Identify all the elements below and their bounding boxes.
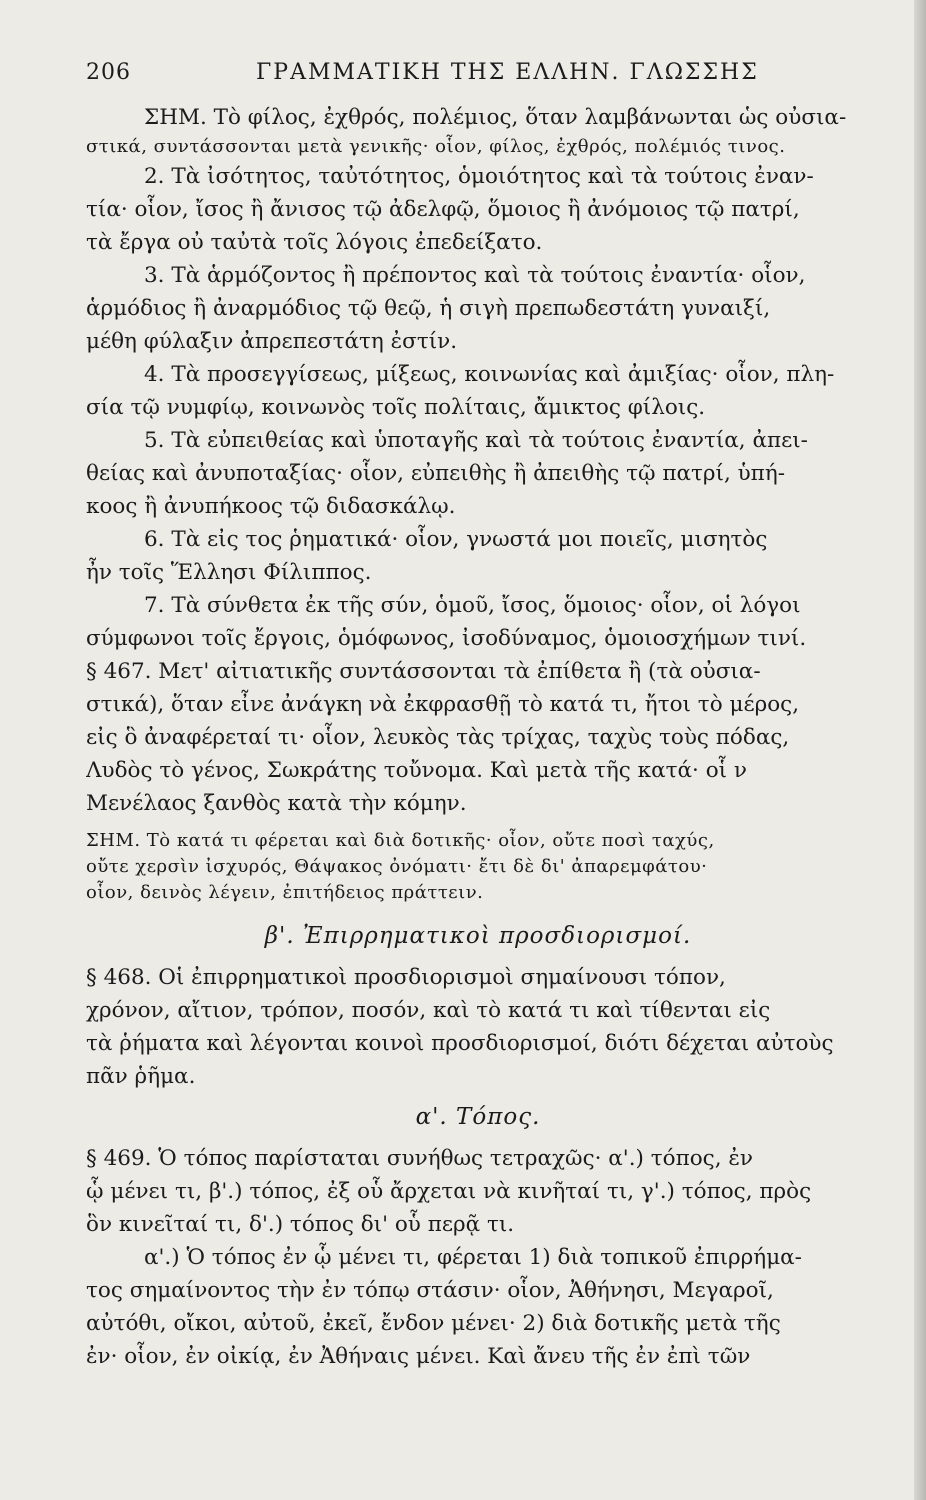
text-line: Λυδὸς τὸ γένος, Σωκράτης τοὔνομα. Καὶ μετὰ τῆς κατά· οἷ ν [86, 758, 747, 783]
section-heading-place: α'. Τόπος. [415, 1104, 541, 1130]
text-line: 4. Τὰ προσεγγίσεως, μίξεως, κοινωνίας καὶ ἀμιξίας· οἷον, πλη- [144, 362, 835, 387]
note-line: οὔτε χερσὶν ἰσχυρός, Θάψακος ὀνόματι· ἔτι δὲ δι' ἀπαρεμφάτου· [86, 856, 708, 877]
text-line: θείας καὶ ἀνυποταξίας· οἷον, εὐπειθὴς ἢ ἀπειθὴς τῷ πατρί, ὑπή- [86, 461, 785, 486]
page-body [86, 101, 870, 1373]
text-line: τὰ ἔργα οὐ ταὐτὰ τοῖς λόγοις ἐπεδείξατο. [86, 230, 543, 255]
section-468-first-line: § 468. Οἱ ἐπιρρηματικοὶ προσδιορισμοὶ σημαίνουσι τόπον, [86, 965, 726, 990]
text-line: τος σημαίνοντος τὴν ἐν τόπῳ στάσιν· οἷον, Ἀθήνησι, Μεγαροῖ, [86, 1278, 774, 1303]
text-line: ΣΗΜ. Τὸ φίλος, ἐχθρός, πολέμιος, ὅταν λαμβάνωνται ὡς οὐσια- [144, 105, 847, 130]
page-number: 206 [86, 60, 131, 85]
text-line: μέθη φύλαξιν ἀπρεπεστάτη ἐστίν. [86, 329, 458, 354]
text-line: ἁρμόδιος ἢ ἀναρμόδιος τῷ θεῷ, ἡ σιγὴ πρεπωδεστάτη γυναιξί, [86, 296, 771, 321]
text-line: ᾧ μένει τι, β'.) τόπος, ἐξ οὗ ἄρχεται νὰ κινῆταί τι, γ'.) τόπος, πρὸς [86, 1179, 812, 1204]
text-line: κοος ἢ ἀνυπήκοος τῷ διδασκάλῳ. [86, 494, 456, 519]
page-edge-shadow [914, 0, 926, 1500]
text-line: ἦν τοῖς Ἕλλησι Φίλιππος. [86, 560, 372, 585]
text-line: 6. Τὰ εἰς τος ῥηματικά· οἷον, γνωστά μοι ποιεῖς, μισητὸς [144, 527, 768, 552]
text-line: τὰ ῥήματα καὶ λέγονται κοινοὶ προσδιορισμοί, διότι δέχεται αὐτοὺς [86, 1031, 834, 1056]
text-line: αὐτόθι, οἴκοι, αὐτοῦ, ἐκεῖ, ἔνδον μένει· 2) διὰ δοτικῆς μετὰ τῆς [86, 1311, 781, 1336]
text-line: στικά, συντάσσονται μετὰ γενικῆς· οἷον, φίλος, ἐχθρός, πολέμιός τινος. [86, 136, 786, 157]
note-line: οἷον, δεινὸς λέγειν, ἐπιτήδειος πράττειν. [86, 882, 484, 903]
section-469-first-line: § 469. Ὁ τόπος παρίσταται συνήθως τετραχῶς· α'.) τόπος, ἐν [86, 1146, 753, 1171]
text-line: πᾶν ῥῆμα. [86, 1064, 196, 1089]
text-line: 2. Τὰ ἰσότητος, ταὐτότητος, ὁμοιότητος καὶ τὰ τούτοις ἐναν- [144, 164, 814, 189]
text-line: Μενέλαος ξανθὸς κατὰ τὴν κόμην. [86, 791, 467, 816]
section-467-first-line: § 467. Μετ' αἰτιατικῆς συντάσσονται τὰ ἐπίθετα ἢ (τὰ οὐσια- [86, 659, 761, 684]
text-line: 3. Τὰ ἁρμόζοντος ἢ πρέποντος καὶ τὰ τούτοις ἐναντία· οἷον, [144, 263, 806, 288]
text-line: στικά), ὅταν εἶνε ἀνάγκη νὰ ἐκφρασθῇ τὸ κατά τι, ἤτοι τὸ μέρος, [86, 692, 800, 717]
note-line: ΣΗΜ. Τὸ κατά τι φέρεται καὶ διὰ δοτικῆς· οἷον, οὔτε ποσὶ ταχύς, [86, 830, 715, 851]
running-title: ΓΡΑΜΜΑΤΙΚΗ ΤΗΣ ΕΛΛΗΝ. ΓΛΩΣΣΗΣ [256, 60, 759, 85]
text-line: 7. Τὰ σύνθετα ἐκ τῆς σύν, ὁμοῦ, ἴσος, ὅμοιος· οἷον, οἱ λόγοι [144, 593, 801, 618]
text-line: ἐν· οἷον, ἐν οἰκίᾳ, ἐν Ἀθήναις μένει. Καὶ ἄνευ τῆς ἐν ἐπὶ τῶν [86, 1344, 751, 1369]
text-line: χρόνον, αἴτιον, τρόπον, ποσόν, καὶ τὸ κατά τι καὶ τίθενται εἰς [86, 998, 771, 1023]
text-line: ὃν κινεῖταί τι, δ'.) τόπος δι' οὗ περᾷ τι. [86, 1212, 515, 1237]
text-line: σία τῷ νυμφίῳ, κοινωνὸς τοῖς πολίταις, ἄμικτος φίλοις. [86, 395, 706, 420]
page-header [86, 56, 870, 96]
text-line: 5. Τὰ εὐπειθείας καὶ ὑποταγῆς καὶ τὰ τούτοις ἐναντία, ἀπει- [144, 428, 808, 453]
text-line: σύμφωνοι τοῖς ἔργοις, ὁμόφωνος, ἰσοδύναμος, ὁμοιοσχήμων τινί. [86, 626, 807, 651]
section-heading-adverbial: β'. Ἐπιρρηματικοὶ προσδιορισμοί. [264, 923, 692, 949]
text-line: α'.) Ὁ τόπος ἐν ᾧ μένει τι, φέρεται 1) διὰ τοπικοῦ ἐπιρρήμα- [144, 1245, 802, 1270]
text-line: τία· οἷον, ἴσος ἢ ἄνισος τῷ ἀδελφῷ, ὅμοιος ἢ ἀνόμοιος τῷ πατρί, [86, 197, 800, 222]
text-line: εἰς ὃ ἀναφέρεταί τι· οἷον, λευκὸς τὰς τρίχας, ταχὺς τοὺς πόδας, [86, 725, 790, 750]
